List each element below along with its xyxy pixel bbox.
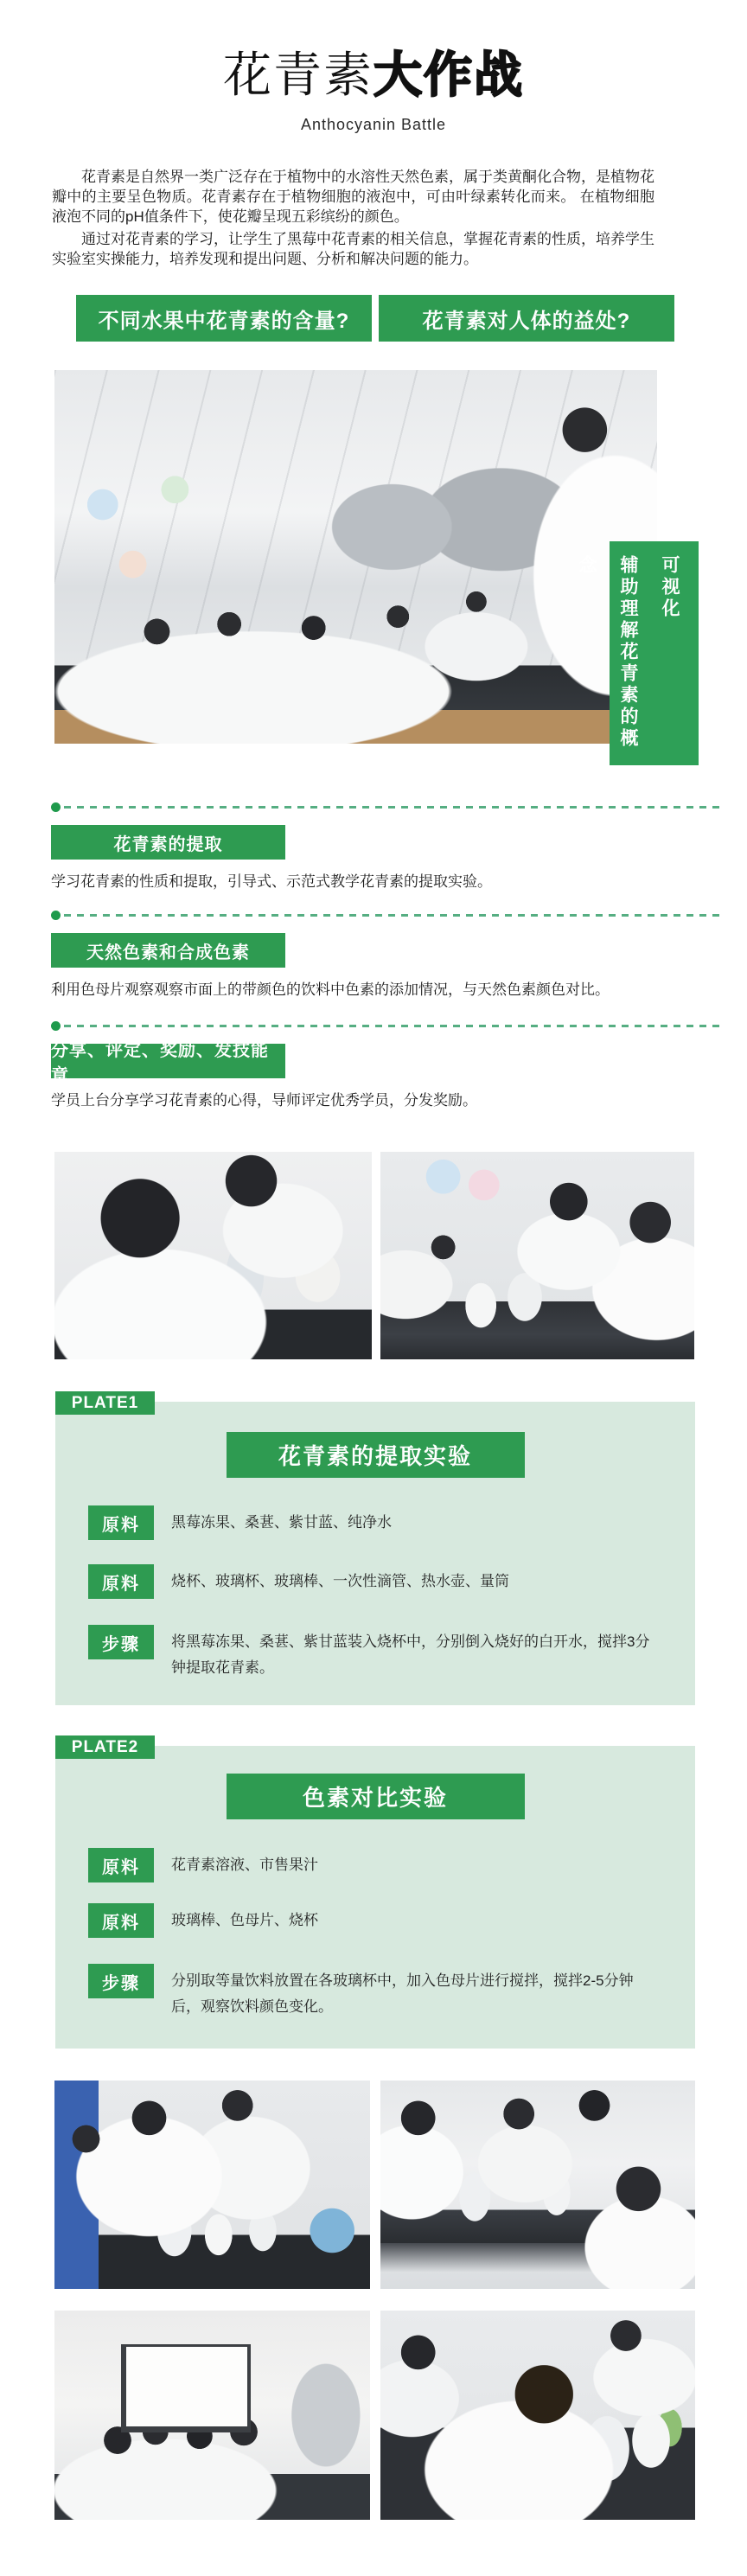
section-desc-sharing: 学员上台分享学习花青素的心得，导师评定优秀学员，分发奖励。: [51, 1092, 477, 1109]
plate1-row3-text: 将黑莓冻果、桑葚、紫甘蓝装入烧杯中，分别倒入烧好的白开水，搅拌3分钟提取花青素。: [171, 1633, 650, 1676]
plate1-row2-text: 烧杯、玻璃杯、玻璃棒、一次性滴管、热水壶、量筒: [171, 1573, 509, 1589]
intro-paragraph-2: 通过对花青素的学习，让学生了黑莓中花青素的相关信息，掌握花青素的性质，培养学生实验室实操能力，培养发现和提出问题、分析和解决问题的能力。: [52, 231, 654, 267]
photo-kids-observing: [380, 2081, 695, 2289]
plate1-row1-tag: 原料: [88, 1505, 154, 1540]
section-header-pigments: 天然色素和合成色素: [51, 933, 285, 968]
plate1-row-materials-1: [88, 1505, 669, 1540]
dotted-separator: [51, 802, 720, 812]
plate2-row2-text: 玻璃棒、色母片、烧杯: [171, 1912, 318, 1928]
visualization-tab-col2: 辅助理解花青素的概念: [577, 555, 638, 750]
page-title-regular: 花青素: [223, 48, 374, 102]
photo-presentation-screen: [54, 2311, 370, 2520]
separator-dot-icon: [51, 1021, 61, 1031]
visualization-tab-col1: 可视化: [660, 555, 680, 620]
page-subtitle: Anthocyanin Battle: [300, 116, 447, 133]
plate2-row3-tag: 步骤: [88, 1964, 154, 1998]
section-header-sharing: 分享、评定、奖励、发技能章: [51, 1044, 285, 1078]
dotted-separator: [51, 1021, 720, 1031]
plate2-row1-text: 花青素溶液、市售果汁: [171, 1857, 318, 1873]
plate2-panel: [55, 1746, 695, 2049]
intro-paragraph-1: 花青素是自然界一类广泛存在于植物中的水溶性天然色素，属于类黄酮化合物，是植物花瓣中的主要呈色物质。花青素存在于植物细胞的液泡中，可由叶绿素转化而来。 在植物细胞液泡不同的pH值条件下，使花瓣呈现五彩缤纷的颜色。: [52, 169, 654, 225]
plate1-title: 花青素的提取实验: [227, 1432, 525, 1478]
plate1-row1-text: 黑莓冻果、桑葚、紫甘蓝、纯净水: [171, 1514, 392, 1531]
section-desc-extraction: 学习花青素的性质和提取，引导式、示范式教学花青素的提取实验。: [51, 873, 492, 890]
page-title-bold: 大作战: [374, 48, 524, 102]
photo-boy-measuring-jug: [380, 2311, 695, 2520]
plate1-section: [55, 1391, 695, 1705]
plate1-row-materials-2: [88, 1564, 669, 1599]
separator-dot-icon: [51, 802, 61, 812]
section-desc-pigments: 利用色母片观察观察市面上的带颜色的饮料中色素的添加情况，与天然色素颜色对比。: [51, 981, 610, 998]
plate1-label: PLATE1: [55, 1391, 155, 1415]
plate1-panel: [55, 1402, 695, 1705]
plate2-row-steps: [88, 1964, 669, 2020]
question-button-fruit-content[interactable]: 不同水果中花青素的含量?: [76, 295, 372, 342]
plate2-row1-tag: 原料: [88, 1848, 154, 1882]
dotted-separator: [51, 911, 720, 920]
photo-kids-stirring: [380, 1152, 694, 1359]
plate1-row3-tag: 步骤: [88, 1625, 154, 1659]
plate1-row2-tag: 原料: [88, 1564, 154, 1599]
plate2-row-materials-1: [88, 1848, 669, 1882]
question-button-row: [76, 295, 747, 342]
separator-dash-line: [64, 806, 720, 809]
plate2-section: [55, 1735, 695, 2049]
plate2-title: 色素对比实验: [227, 1774, 525, 1819]
plate1-row-steps: [88, 1625, 669, 1681]
separator-dot-icon: [51, 911, 61, 920]
visualization-tab: [577, 541, 699, 765]
bottom-photo-grid: [54, 2081, 695, 2520]
plate2-row3-text: 分别取等量饮料放置在各玻璃杯中，加入色母片进行搅拌，搅拌2-5分钟后，观察饮料颜色变化。: [171, 1972, 634, 2015]
middle-photo-row: [54, 1152, 747, 1359]
plate2-label: PLATE2: [55, 1735, 155, 1759]
separator-dash-line: [64, 1025, 720, 1027]
plate2-row-materials-2: [88, 1903, 669, 1938]
section-header-extraction: 花青素的提取: [51, 825, 285, 860]
separator-dash-line: [64, 914, 720, 917]
page-title: [0, 45, 747, 105]
photo-kids-cups-bench: [54, 2081, 370, 2289]
photo-girl-pouring: [54, 1152, 372, 1359]
hero-photo-wrap: [54, 370, 680, 750]
plate2-row2-tag: 原料: [88, 1903, 154, 1938]
intro-text: [52, 167, 654, 269]
question-button-health-benefit[interactable]: 花青素对人体的益处?: [379, 295, 674, 342]
